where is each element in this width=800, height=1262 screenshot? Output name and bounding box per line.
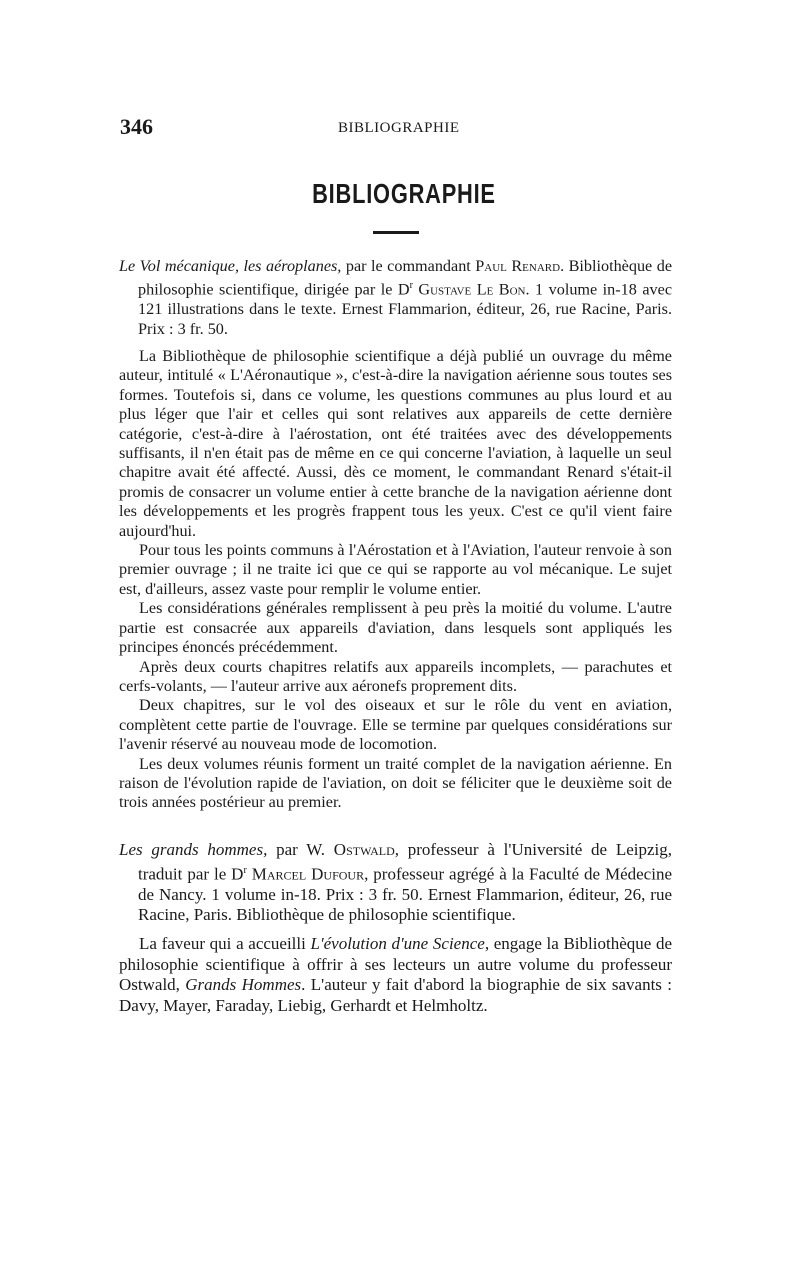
ref-details-2: , professeur agrégé à la Faculté de Médecine de Nancy. 1 volume in-18. Prix : 3 fr. 50. Ernest Flammarion, éditeur, 26, rue Racine, Paris. Bibliothèque de philosophie scientifique. bbox=[138, 864, 672, 925]
book-title: Les grands hommes, bbox=[119, 840, 268, 859]
ref-details-1: . Bibliothèque de philosophie scientifique, dirigée par le D bbox=[138, 257, 673, 299]
running-title: BIBLIOGRAPHIE bbox=[338, 120, 460, 136]
ref-details-1: , professeur à l'Université de Leipzig, traduit par le D bbox=[138, 840, 673, 884]
spacer bbox=[119, 926, 672, 934]
dr-superscript: r bbox=[243, 864, 247, 876]
author-name: Paul Renard bbox=[475, 257, 561, 275]
ref-by: par W. bbox=[267, 840, 334, 859]
review-paul-renard bbox=[119, 257, 672, 813]
review-paragraph: Les deux volumes réunis forment un traité complet de la navigation aérienne. En raison de l'évolution rapide de l'aviation, on doit se féliciter que le deuxième soit de trois années postérieur au premier. bbox=[119, 754, 672, 812]
review-reference bbox=[119, 840, 672, 926]
page-number: 346 bbox=[120, 114, 153, 139]
review-paragraph bbox=[119, 934, 672, 1016]
ref-by: par le commandant bbox=[341, 257, 476, 275]
cited-title: Grands Hommes bbox=[185, 975, 302, 995]
paragraph-text: . L'auteur y fait d'abord la biographie de six savants : Davy, Mayer, Faraday, Liebig, Gerhardt et Helmholtz. bbox=[119, 975, 673, 1015]
editor-name: Gustave Le Bon bbox=[412, 280, 526, 299]
review-ostwald bbox=[119, 840, 672, 1016]
review-paragraph: Après deux courts chapitres relatifs aux appareils incomplets, — parachutes et cerfs-volants, — l'auteur arrive aux aéronefs proprement dits. bbox=[119, 657, 672, 695]
section-title: BIBLIOGRAPHIE bbox=[312, 178, 496, 209]
review-paragraph: Les considérations générales remplissent à peu près la moitié du volume. L'autre partie est consacrée aux appareils d'aviation, dans lesquels sont appliqués les principes énoncés précédemment. bbox=[119, 599, 672, 657]
review-paragraph: Pour tous les points communs à l'Aérostation et à l'Aviation, l'auteur renvoie à son premier ouvrage ; il ne traite ici que ce qui se rapporte au vol mécanique. Le sujet est, d'ailleurs, assez vaste pour remplir le volume entier. bbox=[119, 541, 672, 598]
cited-title: L'évolution d'une Science bbox=[310, 934, 485, 954]
spacer bbox=[119, 339, 672, 347]
running-head bbox=[120, 114, 680, 144]
review-paragraph: Deux chapitres, sur le vol des oiseaux et sur le rôle du vent en aviation, complètent cette partie de l'ouvrage. Elle se termine par quelques considérations sur l'avenir réservé au nouveau mode de locomotion. bbox=[119, 696, 672, 754]
book-title: Le Vol mécanique, les aéroplanes, bbox=[119, 257, 342, 275]
ref-details-2: . 1 volume in-18 avec 121 illustrations dans le texte. Ernest Flammarion, éditeur, 26, rue Racine, Paris. Prix : 3 fr. 50. bbox=[138, 280, 673, 338]
paragraph-text: , engage la Bibliothèque de philosophie scientifique à offrir à ses lecteurs un autre volume du professeur Ostwald, bbox=[119, 934, 673, 995]
translator-name: Marcel Dufour bbox=[246, 864, 365, 884]
author-name: Ostwald bbox=[333, 840, 395, 859]
paragraph-text: La faveur qui a accueilli bbox=[139, 934, 311, 954]
dr-superscript: r bbox=[409, 280, 413, 292]
review-reference bbox=[119, 257, 672, 339]
review-paragraph: La Bibliothèque de philosophie scientifique a déjà publié un ouvrage du même auteur, intitulé « L'Aéronautique », c'est-à-dire la navigation aérienne sous toutes ses formes. Toutefois si, dans ce volume, les questions communes au plus lourd et au plus léger que l'air et celles qui sont relatives aux appareils de cette dernière catégorie, c'est-à-dire à l'aérostation, ont été traitées avec des développements suffisants, il n'en était pas de même en ce qui concerne l'aviation, à laquelle un seul chapitre avait été affecté. Aussi, dès ce moment, le commandant Renard s'était-il promis de consacrer un volume entier à cette branche de la navigation aérienne dont les développements et les progrès frappent tous les yeux. C'est ce qu'il vient faire aujourd'hui. bbox=[119, 347, 672, 540]
title-rule bbox=[373, 231, 419, 234]
